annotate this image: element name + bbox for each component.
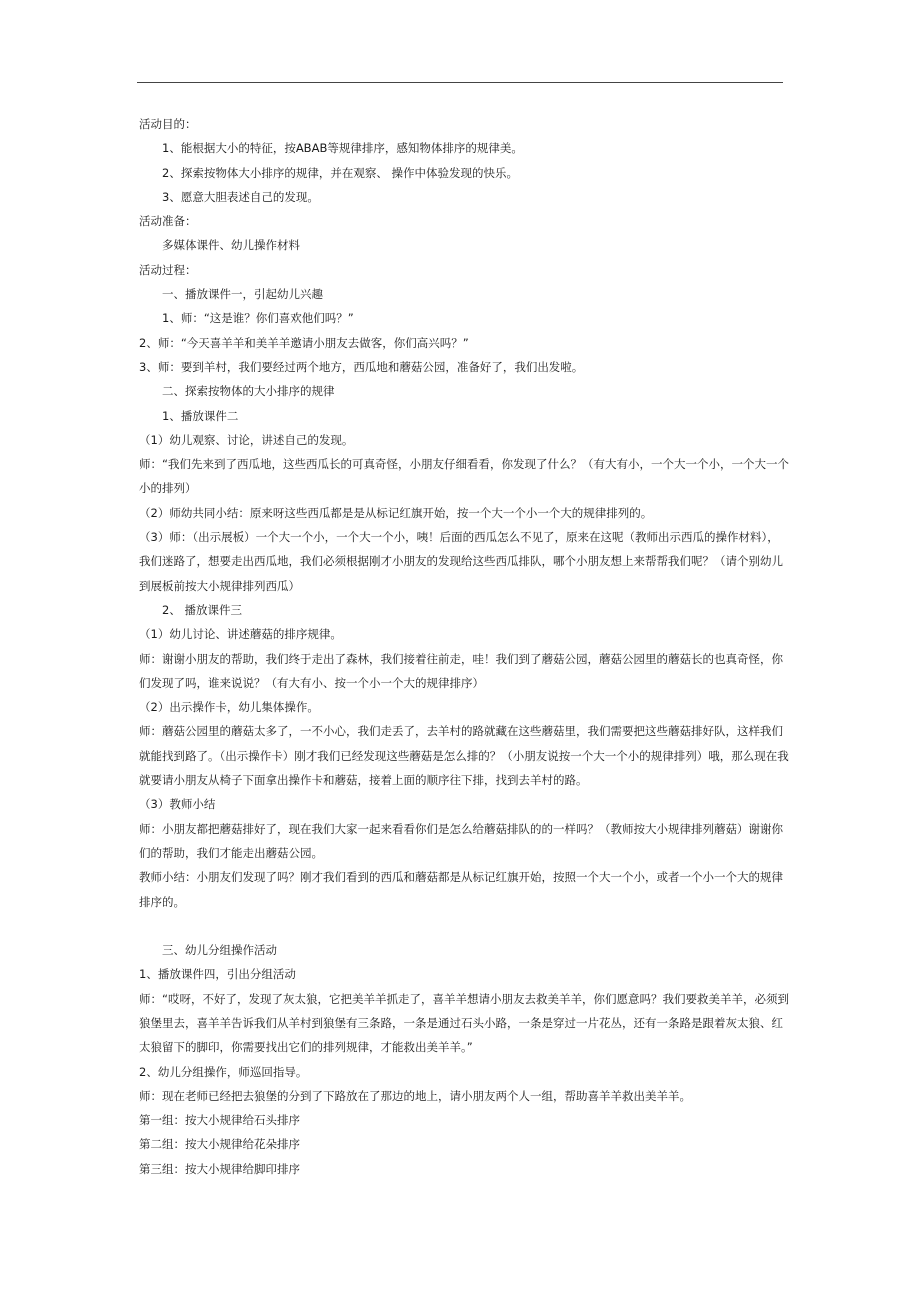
paragraph: 师：现在老师已经把去狼堡的分到了下路放在了那边的地上，请小朋友两个人一组，帮助喜羊羊救出美羊羊。: [139, 1088, 691, 1103]
paragraph: 师：小朋友都把蘑菇排好了，现在我们大家一起来看看你们是怎么给蘑菇排队的的一样吗？（教师按大小规律排列蘑菇）谢谢你们的帮助，我们才能走出蘑菇公园。: [139, 821, 783, 860]
paragraph: 1、播放课件二: [162, 408, 239, 423]
paragraph: 第三组：按大小规律给脚印排序: [139, 1161, 300, 1176]
paragraph: 2、探索按物体大小排序的规律，并在观察、 操作中体验发现的快乐。: [162, 165, 518, 180]
blank-line: [139, 914, 789, 938]
paragraph: 第二组：按大小规律给花朵排序: [139, 1137, 300, 1152]
paragraph: 活动准备：: [139, 214, 197, 229]
paragraph: （3）师：（出示展板）一个大一个小，一个大一个小，咦！后面的西瓜怎么不见了，原来在这呢（教师出示西瓜的操作材料），我们迷路了，想要走出西瓜地，我们必须根据刚才小朋友的发现给这些西瓜排队，哪个小朋友想上来帮帮我们呢？（请个别幼儿到展板前按大小规律排列西瓜）: [139, 530, 783, 593]
paragraph: 1、播放课件四，引出分组活动: [139, 967, 296, 982]
paragraph: （3）教师小结: [139, 797, 216, 812]
paragraph: 1、能根据大小的特征，按ABAB等规律排序，感知物体排序的规律美。: [162, 141, 523, 156]
paragraph: 三、幼儿分组操作活动: [162, 943, 277, 958]
paragraph: 2、幼儿分组操作，师巡回指导。: [139, 1064, 308, 1079]
paragraph: 活动过程：: [139, 262, 197, 277]
paragraph: 多媒体课件、幼儿操作材料: [162, 238, 300, 253]
paragraph: 二、探索按物体的大小排序的规律: [162, 384, 335, 399]
paragraph: （2）出示操作卡，幼儿集体操作。: [139, 700, 319, 715]
paragraph: 3、师：要到羊村，我们要经过两个地方，西瓜地和蘑菇公园，准备好了，我们出发啦。: [139, 359, 584, 374]
paragraph: 师：“哎呀，不好了，发现了灰太狼，它把美羊羊抓走了，喜羊羊想请小朋友去救美羊羊，你们愿意吗？我们要救美羊羊，必须到狼堡里去，喜羊羊告诉我们从羊村到狼堡有三条路，一条是通过石头小路，一条是穿过一片花丛，还有一条路是跟着灰太狼、红太狼留下的脚印，你需要找出它们的排列规律，才能救出美羊羊。”: [139, 991, 789, 1055]
paragraph: （1）幼儿讨论、讲述蘑菇的排序规律。: [139, 627, 342, 642]
document-body: [139, 112, 789, 1181]
paragraph: 第一组：按大小规律给石头排序: [139, 1113, 300, 1128]
paragraph: 3、愿意大胆表述自己的发现。: [162, 189, 319, 204]
paragraph: 教师小结：小朋友们发现了吗？刚才我们看到的西瓜和蘑菇都是从标记红旗开始，按照一个大一个小，或者一个小一个大的规律排序的。: [139, 870, 783, 909]
header-rule: [137, 82, 783, 83]
paragraph: 师：“我们先来到了西瓜地，这些西瓜长的可真奇怪，小朋友仔细看看，你发现了什么？（有大有小，一个大一个小，一个大一个小的排列）: [139, 457, 789, 496]
paragraph: （1）幼儿观察、讨论，讲述自己的发现。: [139, 432, 354, 447]
paragraph: 师：谢谢小朋友的帮助，我们终于走出了森林，我们接着往前走，哇！我们到了蘑菇公园，蘑菇公园里的蘑菇长的也真奇怪，你们发现了吗，谁来说说？（有大有小、按一个小一个大的规律排序）: [139, 651, 783, 690]
paragraph: 一、播放课件一，引起幼儿兴趣: [162, 287, 323, 302]
paragraph: 1、师：“这是谁？你们喜欢他们吗？”: [162, 311, 354, 326]
paragraph: （2）师幼共同小结：原来呀这些西瓜都是是从标记红旗开始，按一个大一个小一个大的规律排列的。: [139, 505, 653, 520]
paragraph: 2、师：“今天喜羊羊和美羊羊邀请小朋友去做客，你们高兴吗？”: [139, 335, 469, 350]
paragraph: 2、 播放课件三: [162, 602, 242, 617]
paragraph: 师：蘑菇公园里的蘑菇太多了，一不小心，我们走丢了，去羊村的路就藏在这些蘑菇里，我们需要把这些蘑菇排好队，这样我们就能找到路了。（出示操作卡）刚才我们已经发现这些蘑菇是怎么排的？（小朋友说按一个大一个小的规律排列）哦，那么现在我就要请小朋友从椅子下面拿出操作卡和蘑菇，接着上面的顺序往下排，找到去羊村的路。: [139, 724, 789, 788]
paragraph: 活动目的：: [139, 117, 197, 131]
